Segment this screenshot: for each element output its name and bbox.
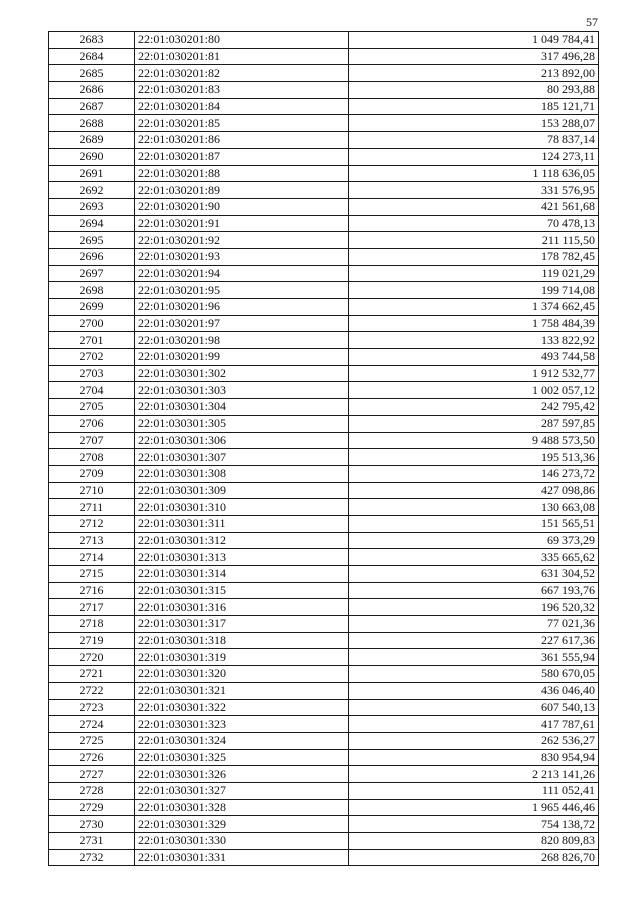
table-row xyxy=(49,132,599,149)
cadastral-value-table xyxy=(48,31,599,866)
cadastral-number-cell: 22:01:030201:83 xyxy=(135,82,349,99)
cadastral-value-cell: 195 513,36 xyxy=(349,449,599,466)
table-row xyxy=(49,616,599,633)
cadastral-number-cell: 22:01:030301:305 xyxy=(135,415,349,432)
row-number-cell: 2723 xyxy=(49,699,135,716)
cadastral-number-cell: 22:01:030201:87 xyxy=(135,148,349,165)
cadastral-number-cell: 22:01:030201:90 xyxy=(135,198,349,215)
table-row xyxy=(49,782,599,799)
row-number-cell: 2687 xyxy=(49,98,135,115)
cadastral-number-cell: 22:01:030301:317 xyxy=(135,616,349,633)
cadastral-number-cell: 22:01:030301:324 xyxy=(135,732,349,749)
table-row xyxy=(49,82,599,99)
cadastral-value-cell: 268 826,70 xyxy=(349,849,599,866)
cadastral-value-cell: 1 912 532,77 xyxy=(349,365,599,382)
page-number: 57 xyxy=(586,15,598,29)
row-number-cell: 2716 xyxy=(49,582,135,599)
cadastral-value-cell: 69 373,29 xyxy=(349,532,599,549)
cadastral-number-cell: 22:01:030301:303 xyxy=(135,382,349,399)
table-row xyxy=(49,65,599,82)
cadastral-value-cell: 211 115,50 xyxy=(349,232,599,249)
cadastral-value-cell: 1 965 446,46 xyxy=(349,799,599,816)
cadastral-number-cell: 22:01:030201:98 xyxy=(135,332,349,349)
cadastral-number-cell: 22:01:030201:95 xyxy=(135,282,349,299)
row-number-cell: 2701 xyxy=(49,332,135,349)
cadastral-number-cell: 22:01:030301:326 xyxy=(135,766,349,783)
cadastral-value-cell: 1 374 662,45 xyxy=(349,299,599,316)
cadastral-number-cell: 22:01:030301:311 xyxy=(135,515,349,532)
row-number-cell: 2702 xyxy=(49,349,135,366)
cadastral-number-cell: 22:01:030301:325 xyxy=(135,749,349,766)
row-number-cell: 2709 xyxy=(49,465,135,482)
cadastral-number-cell: 22:01:030301:323 xyxy=(135,716,349,733)
row-number-cell: 2688 xyxy=(49,115,135,132)
row-number-cell: 2721 xyxy=(49,666,135,683)
table-row xyxy=(49,299,599,316)
row-number-cell: 2693 xyxy=(49,198,135,215)
table-row xyxy=(49,716,599,733)
cadastral-value-cell: 754 138,72 xyxy=(349,816,599,833)
row-number-cell: 2697 xyxy=(49,265,135,282)
table-row xyxy=(49,799,599,816)
row-number-cell: 2698 xyxy=(49,282,135,299)
row-number-cell: 2694 xyxy=(49,215,135,232)
cadastral-value-cell: 2 213 141,26 xyxy=(349,766,599,783)
cadastral-value-cell: 9 488 573,50 xyxy=(349,432,599,449)
cadastral-value-cell: 262 536,27 xyxy=(349,732,599,749)
row-number-cell: 2703 xyxy=(49,365,135,382)
cadastral-number-cell: 22:01:030201:81 xyxy=(135,48,349,65)
cadastral-value-cell: 227 617,36 xyxy=(349,632,599,649)
row-number-cell: 2705 xyxy=(49,399,135,416)
table-row xyxy=(49,532,599,549)
cadastral-value-cell: 417 787,61 xyxy=(349,716,599,733)
row-number-cell: 2727 xyxy=(49,766,135,783)
cadastral-value-cell: 436 046,40 xyxy=(349,682,599,699)
cadastral-value-cell: 820 809,83 xyxy=(349,833,599,850)
cadastral-number-cell: 22:01:030301:316 xyxy=(135,599,349,616)
row-number-cell: 2707 xyxy=(49,432,135,449)
cadastral-number-cell: 22:01:030201:88 xyxy=(135,165,349,182)
row-number-cell: 2724 xyxy=(49,716,135,733)
cadastral-number-cell: 22:01:030301:308 xyxy=(135,465,349,482)
cadastral-value-cell: 124 273,11 xyxy=(349,148,599,165)
row-number-cell: 2690 xyxy=(49,148,135,165)
cadastral-number-cell: 22:01:030301:328 xyxy=(135,799,349,816)
cadastral-value-cell: 361 555,94 xyxy=(349,649,599,666)
table-row xyxy=(49,198,599,215)
table-row xyxy=(49,215,599,232)
row-number-cell: 2726 xyxy=(49,749,135,766)
row-number-cell: 2691 xyxy=(49,165,135,182)
table-row xyxy=(49,382,599,399)
cadastral-number-cell: 22:01:030301:330 xyxy=(135,833,349,850)
cadastral-value-cell: 178 782,45 xyxy=(349,248,599,265)
table-row xyxy=(49,48,599,65)
cadastral-value-cell: 111 052,41 xyxy=(349,782,599,799)
row-number-cell: 2712 xyxy=(49,515,135,532)
table-row xyxy=(49,32,599,49)
table-row xyxy=(49,115,599,132)
cadastral-value-cell: 667 193,76 xyxy=(349,582,599,599)
table-row xyxy=(49,315,599,332)
cadastral-value-cell: 80 293,88 xyxy=(349,82,599,99)
row-number-cell: 2714 xyxy=(49,549,135,566)
row-number-cell: 2725 xyxy=(49,732,135,749)
row-number-cell: 2696 xyxy=(49,248,135,265)
cadastral-number-cell: 22:01:030201:80 xyxy=(135,32,349,49)
row-number-cell: 2689 xyxy=(49,132,135,149)
row-number-cell: 2695 xyxy=(49,232,135,249)
table-row xyxy=(49,432,599,449)
cadastral-number-cell: 22:01:030301:327 xyxy=(135,782,349,799)
cadastral-number-cell: 22:01:030301:312 xyxy=(135,532,349,549)
cadastral-number-cell: 22:01:030301:320 xyxy=(135,666,349,683)
table-row xyxy=(49,365,599,382)
cadastral-value-cell: 242 795,42 xyxy=(349,399,599,416)
cadastral-number-cell: 22:01:030201:91 xyxy=(135,215,349,232)
row-number-cell: 2731 xyxy=(49,833,135,850)
cadastral-number-cell: 22:01:030201:89 xyxy=(135,182,349,199)
table-row xyxy=(49,282,599,299)
table-row xyxy=(49,482,599,499)
row-number-cell: 2728 xyxy=(49,782,135,799)
table-row xyxy=(49,833,599,850)
cadastral-number-cell: 22:01:030201:86 xyxy=(135,132,349,149)
table-row xyxy=(49,649,599,666)
row-number-cell: 2686 xyxy=(49,82,135,99)
cadastral-number-cell: 22:01:030301:313 xyxy=(135,549,349,566)
table-row xyxy=(49,732,599,749)
row-number-cell: 2708 xyxy=(49,449,135,466)
table-row xyxy=(49,415,599,432)
cadastral-number-cell: 22:01:030301:314 xyxy=(135,566,349,583)
cadastral-number-cell: 22:01:030301:310 xyxy=(135,499,349,516)
row-number-cell: 2730 xyxy=(49,816,135,833)
row-number-cell: 2719 xyxy=(49,632,135,649)
cadastral-value-cell: 133 822,92 xyxy=(349,332,599,349)
row-number-cell: 2710 xyxy=(49,482,135,499)
cadastral-value-cell: 287 597,85 xyxy=(349,415,599,432)
row-number-cell: 2711 xyxy=(49,499,135,516)
cadastral-number-cell: 22:01:030201:97 xyxy=(135,315,349,332)
row-number-cell: 2717 xyxy=(49,599,135,616)
cadastral-value-cell: 78 837,14 xyxy=(349,132,599,149)
cadastral-number-cell: 22:01:030301:321 xyxy=(135,682,349,699)
table-row xyxy=(49,566,599,583)
row-number-cell: 2715 xyxy=(49,566,135,583)
cadastral-value-cell: 317 496,28 xyxy=(349,48,599,65)
cadastral-value-cell: 213 892,00 xyxy=(349,65,599,82)
cadastral-value-cell: 335 665,62 xyxy=(349,549,599,566)
cadastral-number-cell: 22:01:030301:309 xyxy=(135,482,349,499)
row-number-cell: 2692 xyxy=(49,182,135,199)
cadastral-number-cell: 22:01:030301:329 xyxy=(135,816,349,833)
cadastral-value-cell: 151 565,51 xyxy=(349,515,599,532)
cadastral-number-cell: 22:01:030201:94 xyxy=(135,265,349,282)
row-number-cell: 2700 xyxy=(49,315,135,332)
row-number-cell: 2718 xyxy=(49,616,135,633)
row-number-cell: 2684 xyxy=(49,48,135,65)
table-row xyxy=(49,632,599,649)
cadastral-value-cell: 1 118 636,05 xyxy=(349,165,599,182)
table-row xyxy=(49,699,599,716)
cadastral-value-cell: 830 954,94 xyxy=(349,749,599,766)
cadastral-number-cell: 22:01:030301:302 xyxy=(135,365,349,382)
row-number-cell: 2722 xyxy=(49,682,135,699)
row-number-cell: 2729 xyxy=(49,799,135,816)
cadastral-number-cell: 22:01:030201:96 xyxy=(135,299,349,316)
table-row xyxy=(49,666,599,683)
cadastral-number-cell: 22:01:030201:92 xyxy=(135,232,349,249)
cadastral-value-cell: 580 670,05 xyxy=(349,666,599,683)
cadastral-number-cell: 22:01:030301:319 xyxy=(135,649,349,666)
cadastral-number-cell: 22:01:030301:331 xyxy=(135,849,349,866)
table-row xyxy=(49,499,599,516)
table-row xyxy=(49,816,599,833)
cadastral-number-cell: 22:01:030301:306 xyxy=(135,432,349,449)
table-row xyxy=(49,248,599,265)
table-row xyxy=(49,849,599,866)
row-number-cell: 2713 xyxy=(49,532,135,549)
cadastral-value-cell: 119 021,29 xyxy=(349,265,599,282)
cadastral-number-cell: 22:01:030301:307 xyxy=(135,449,349,466)
table-row xyxy=(49,549,599,566)
cadastral-value-cell: 493 744,58 xyxy=(349,349,599,366)
row-number-cell: 2720 xyxy=(49,649,135,666)
table-row xyxy=(49,449,599,466)
cadastral-value-cell: 199 714,08 xyxy=(349,282,599,299)
table-row xyxy=(49,148,599,165)
table-body xyxy=(49,32,599,866)
table-row xyxy=(49,599,599,616)
table-row xyxy=(49,232,599,249)
row-number-cell: 2699 xyxy=(49,299,135,316)
table-row xyxy=(49,332,599,349)
cadastral-value-cell: 153 288,07 xyxy=(349,115,599,132)
row-number-cell: 2685 xyxy=(49,65,135,82)
table-row xyxy=(49,582,599,599)
cadastral-value-cell: 1 002 057,12 xyxy=(349,382,599,399)
cadastral-number-cell: 22:01:030301:304 xyxy=(135,399,349,416)
cadastral-value-cell: 146 273,72 xyxy=(349,465,599,482)
cadastral-value-cell: 427 098,86 xyxy=(349,482,599,499)
cadastral-number-cell: 22:01:030301:322 xyxy=(135,699,349,716)
cadastral-value-cell: 1 049 784,41 xyxy=(349,32,599,49)
cadastral-value-cell: 331 576,95 xyxy=(349,182,599,199)
table-row xyxy=(49,265,599,282)
row-number-cell: 2706 xyxy=(49,415,135,432)
cadastral-number-cell: 22:01:030301:318 xyxy=(135,632,349,649)
row-number-cell: 2683 xyxy=(49,32,135,49)
cadastral-value-cell: 607 540,13 xyxy=(349,699,599,716)
row-number-cell: 2704 xyxy=(49,382,135,399)
table-row xyxy=(49,182,599,199)
cadastral-number-cell: 22:01:030201:99 xyxy=(135,349,349,366)
cadastral-value-cell: 1 758 484,39 xyxy=(349,315,599,332)
cadastral-value-cell: 631 304,52 xyxy=(349,566,599,583)
cadastral-number-cell: 22:01:030201:93 xyxy=(135,248,349,265)
cadastral-value-cell: 421 561,68 xyxy=(349,198,599,215)
cadastral-value-cell: 130 663,08 xyxy=(349,499,599,516)
cadastral-value-cell: 185 121,71 xyxy=(349,98,599,115)
table-row xyxy=(49,98,599,115)
table-row xyxy=(49,399,599,416)
table-row xyxy=(49,349,599,366)
table-row xyxy=(49,465,599,482)
cadastral-number-cell: 22:01:030201:82 xyxy=(135,65,349,82)
table-row xyxy=(49,766,599,783)
table-row xyxy=(49,515,599,532)
table-row xyxy=(49,749,599,766)
cadastral-number-cell: 22:01:030301:315 xyxy=(135,582,349,599)
cadastral-value-cell: 196 520,32 xyxy=(349,599,599,616)
cadastral-number-cell: 22:01:030201:84 xyxy=(135,98,349,115)
cadastral-value-cell: 77 021,36 xyxy=(349,616,599,633)
table-row xyxy=(49,682,599,699)
cadastral-number-cell: 22:01:030201:85 xyxy=(135,115,349,132)
row-number-cell: 2732 xyxy=(49,849,135,866)
table-row xyxy=(49,165,599,182)
cadastral-value-cell: 70 478,13 xyxy=(349,215,599,232)
